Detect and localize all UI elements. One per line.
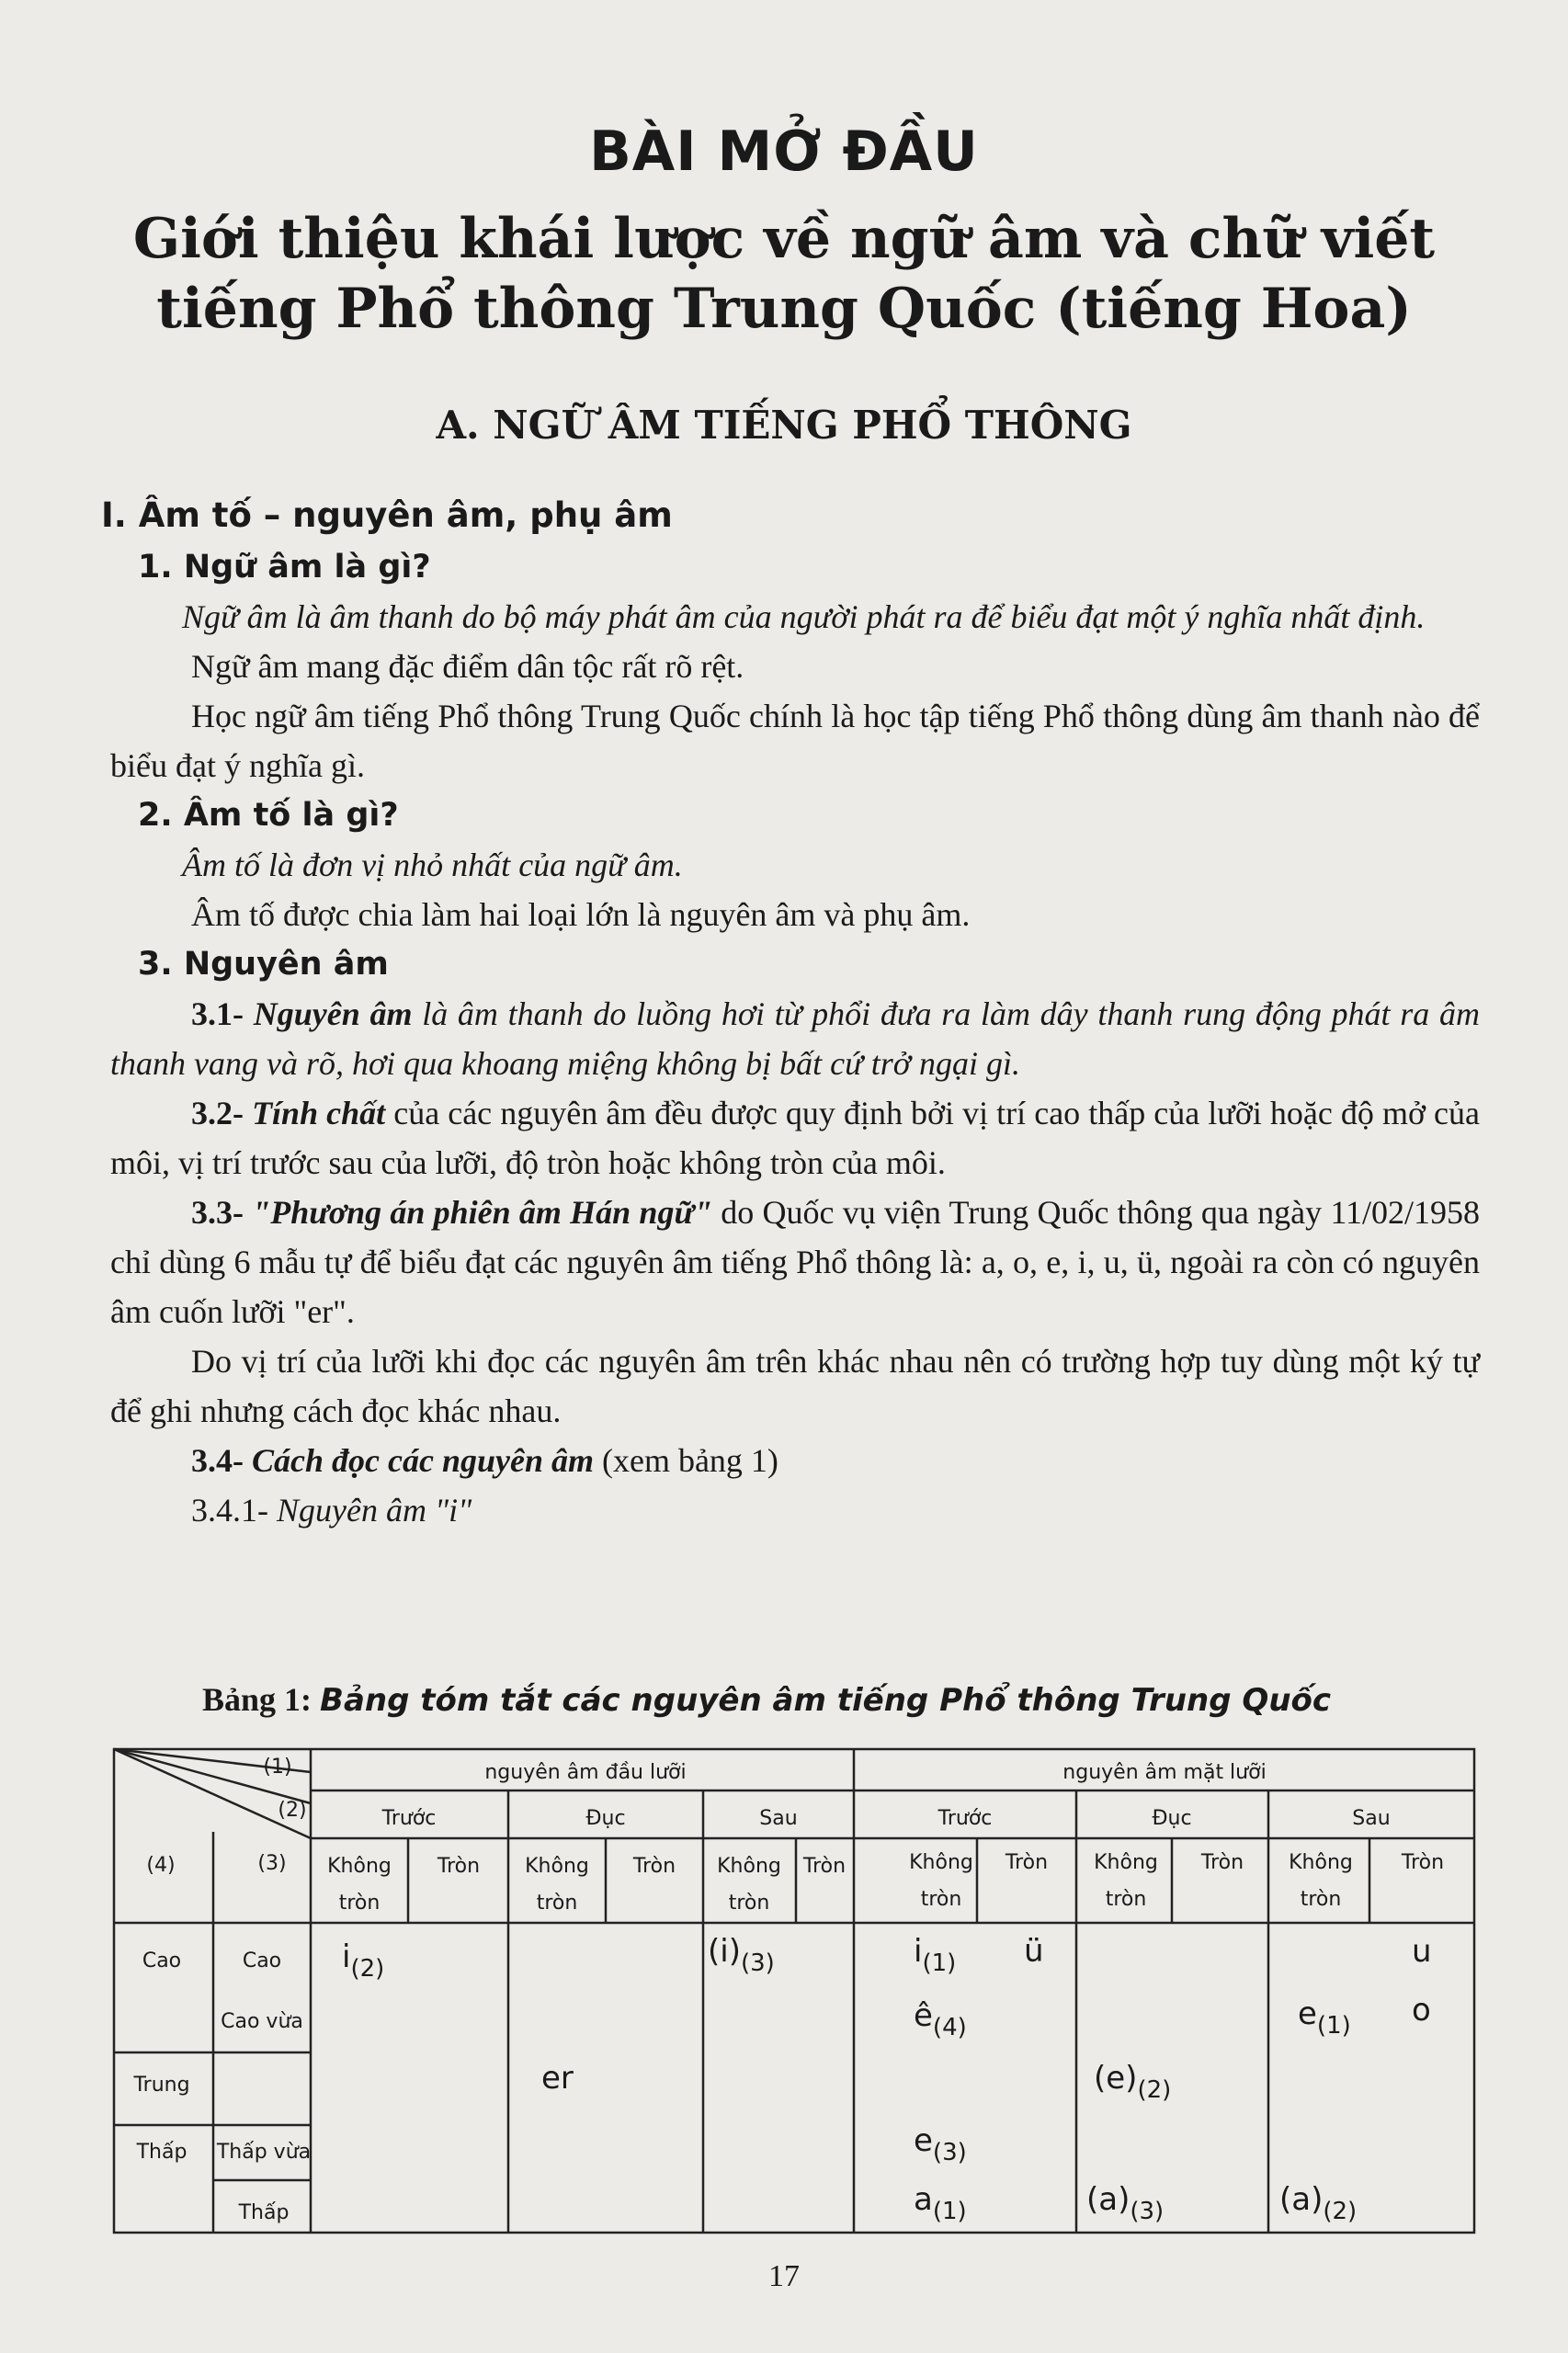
para-3-3-text: do Quốc vụ viện Trung Quốc thông qua ngày 11/02/1958 chỉ dùng 6 mẫu tự để biểu đạt các nguyên âm tiếng Phổ thông là: a, o, e, i, u, ü, ngoài ra còn có nguyên âm cuốn lưỡi "er".	[110, 1194, 1481, 1330]
corner-label-4: (4)	[146, 1854, 176, 1877]
cell-e-2-base: (e)	[1094, 2060, 1138, 2097]
col-tron-4: Tròn	[1005, 1851, 1049, 1874]
col-khong-tron-2a: Không	[525, 1855, 589, 1878]
col-khong-tron-1b: tròn	[338, 1892, 381, 1915]
col-tron-5: Tròn	[1200, 1851, 1244, 1874]
q2-paragraph-1: Âm tố được chia làm hai loại lớn là nguyên âm và phụ âm.	[191, 896, 971, 933]
row-cao-vua: Cao vừa	[221, 2010, 303, 2033]
col-khong-tron-3b: tròn	[728, 1892, 770, 1915]
para-3-2-term: Tính chất	[252, 1095, 386, 1131]
title-line-1: Giới thiệu khái lược về ngữ âm và chữ viết	[132, 207, 1436, 271]
col-duc-2: Đục	[1152, 1807, 1192, 1830]
page-number: 17	[768, 2259, 800, 2293]
col-sau-1: Sau	[759, 1807, 798, 1830]
cell-e-1-sub: (1)	[1316, 2012, 1351, 2040]
cell-e-1	[1298, 1995, 1351, 2040]
col-khong-tron-4b: tròn	[920, 1888, 962, 1911]
q3-heading: 3. Nguyên âm	[138, 946, 389, 983]
para-3-4-num: 3.4-	[191, 1442, 244, 1479]
col-sau-2: Sau	[1352, 1807, 1391, 1830]
q1-heading: 1. Ngữ âm là gì?	[138, 549, 431, 585]
col-tron-1: Tròn	[437, 1855, 481, 1878]
cell-e-hat-4-base: ê	[914, 1997, 933, 2034]
col-khong-tron-4a: Không	[909, 1851, 973, 1874]
para-3-1-text: là âm thanh do luồng hơi từ phổi đưa ra làm dây thanh rung động phát ra âm thanh vang và rõ, hơi qua khoang miệng không bị bất cứ trở ngại gì.	[110, 995, 1481, 1082]
cell-i-2-base: i	[342, 1938, 351, 1975]
q1-paragraph-1: Ngữ âm mang đặc điểm dân tộc rất rõ rệt.	[191, 648, 744, 685]
col-khong-tron-5b: tròn	[1105, 1888, 1147, 1911]
col-khong-tron-6a: Không	[1289, 1851, 1353, 1874]
para-3-3-num: 3.3-	[191, 1194, 244, 1231]
cell-u-umlaut: ü	[1024, 1933, 1044, 1970]
para-3-4-1-num: 3.4.1-	[191, 1492, 268, 1529]
cell-i-3	[708, 1933, 775, 1977]
para-3-4-term: Cách đọc các nguyên âm	[252, 1442, 594, 1479]
cell-i-3-sub: (3)	[740, 1949, 775, 1977]
cell-a-2	[1279, 2181, 1357, 2225]
row-cao: Cao	[142, 1949, 182, 1972]
cell-a-3-sub: (3)	[1130, 2198, 1165, 2225]
cell-e-hat-4-sub: (4)	[932, 2014, 967, 2041]
cell-e-3-sub: (3)	[932, 2139, 967, 2166]
cell-o: o	[1412, 1992, 1431, 2029]
row-thap: Thấp	[136, 2141, 187, 2164]
row-trung: Trung	[133, 2074, 190, 2097]
cell-i-2-sub: (2)	[350, 1955, 385, 1983]
para-3-1-term: Nguyên âm	[253, 995, 413, 1032]
para-3-2-text: của các nguyên âm đều được quy định bởi vị trí cao thấp của lưỡi hoặc độ mở của môi, vị trí trước sau của lưỡi, độ tròn hoặc không tròn của môi.	[110, 1095, 1480, 1181]
row-thap-sub: Thấp	[238, 2201, 290, 2224]
corner-label-3: (3)	[257, 1852, 287, 1875]
table-caption-label: Bảng 1:	[202, 1681, 312, 1718]
q1-definition: Ngữ âm là âm thanh do bộ máy phát âm của người phát ra để biểu đạt một ý nghĩa nhất định.	[182, 598, 1426, 635]
group-front-tongue: nguyên âm đầu lưỡi	[484, 1761, 687, 1784]
para-3-1-num: 3.1-	[191, 995, 244, 1032]
cell-a-2-base: (a)	[1279, 2181, 1324, 2218]
col-khong-tron-3a: Không	[717, 1855, 781, 1878]
col-khong-tron-6b: tròn	[1300, 1888, 1342, 1911]
cell-a-1	[914, 2181, 967, 2225]
corner-label-1: (1)	[263, 1756, 292, 1779]
cell-e-2	[1094, 2060, 1171, 2104]
cell-a-1-base: a	[914, 2181, 933, 2218]
col-tron-3: Tròn	[802, 1855, 846, 1878]
corner-label-2: (2)	[278, 1799, 307, 1822]
cell-er: er	[541, 2060, 574, 2097]
col-khong-tron-1a: Không	[327, 1855, 392, 1878]
col-truoc-1: Trước	[381, 1807, 437, 1830]
cell-e-1-base: e	[1298, 1995, 1317, 2032]
section-a-heading: A. NGỮ ÂM TIẾNG PHỔ THÔNG	[436, 403, 1132, 448]
q2-heading: 2. Âm tố là gì?	[138, 797, 399, 834]
para-3-2-num: 3.2-	[191, 1095, 244, 1131]
table-row-labels	[132, 1949, 311, 2224]
lesson-heading: BÀI MỞ ĐẦU	[589, 119, 979, 184]
cell-e-hat-4	[914, 1997, 967, 2041]
para-3-3-term: "Phương án phiên âm Hán ngữ"	[252, 1194, 712, 1231]
col-khong-tron-5a: Không	[1094, 1851, 1158, 1874]
section-1-heading: I. Âm tố – nguyên âm, phụ âm	[101, 495, 673, 535]
cell-e-2-sub: (2)	[1137, 2076, 1172, 2104]
col-tron-6: Tròn	[1401, 1851, 1445, 1874]
cell-e-3	[914, 2122, 967, 2166]
cell-i-3-base: (i)	[708, 1933, 741, 1970]
table-caption-text: Bảng tóm tắt các nguyên âm tiếng Phổ thông Trung Quốc	[320, 1682, 1332, 1719]
cell-a-3-base: (a)	[1086, 2181, 1131, 2218]
row-thap-vua: Thấp vừa	[216, 2141, 312, 2164]
cell-a-3	[1086, 2181, 1164, 2225]
group-mid-tongue: nguyên âm mặt lưỡi	[1062, 1761, 1267, 1784]
q2-definition: Âm tố là đơn vị nhỏ nhất của ngữ âm.	[182, 847, 683, 883]
row-cao-sub: Cao	[242, 1949, 282, 1972]
cell-e-3-base: e	[914, 2122, 933, 2159]
cell-i-1-base: i	[914, 1933, 923, 1970]
col-truoc-2: Trước	[937, 1807, 993, 1830]
cell-a-1-sub: (1)	[932, 2198, 967, 2225]
q1-paragraph-2: Học ngữ âm tiếng Phổ thông Trung Quốc chính là học tập tiếng Phổ thông dùng âm thanh nào để biểu đạt ý nghĩa gì.	[110, 698, 1480, 784]
para-note: Do vị trí của lưỡi khi đọc các nguyên âm trên khác nhau nên có trường hợp tuy dùng một ký tự để ghi nhưng cách đọc khác nhau.	[110, 1343, 1480, 1429]
col-duc-1: Đục	[585, 1807, 626, 1830]
cell-a-2-sub: (2)	[1323, 2198, 1358, 2225]
cell-u: u	[1412, 1933, 1432, 1970]
col-khong-tron-2b: tròn	[536, 1892, 578, 1915]
para-3-4-text: (xem bảng 1)	[593, 1442, 778, 1479]
cell-i-1	[914, 1933, 956, 1977]
col-tron-2: Tròn	[632, 1855, 676, 1878]
cell-i-2	[342, 1938, 384, 1983]
para-3-4-1-text: Nguyên âm "i"	[277, 1492, 472, 1529]
cell-i-1-sub: (1)	[922, 1949, 957, 1977]
title-line-2: tiếng Phổ thông Trung Quốc (tiếng Hoa)	[156, 277, 1412, 341]
